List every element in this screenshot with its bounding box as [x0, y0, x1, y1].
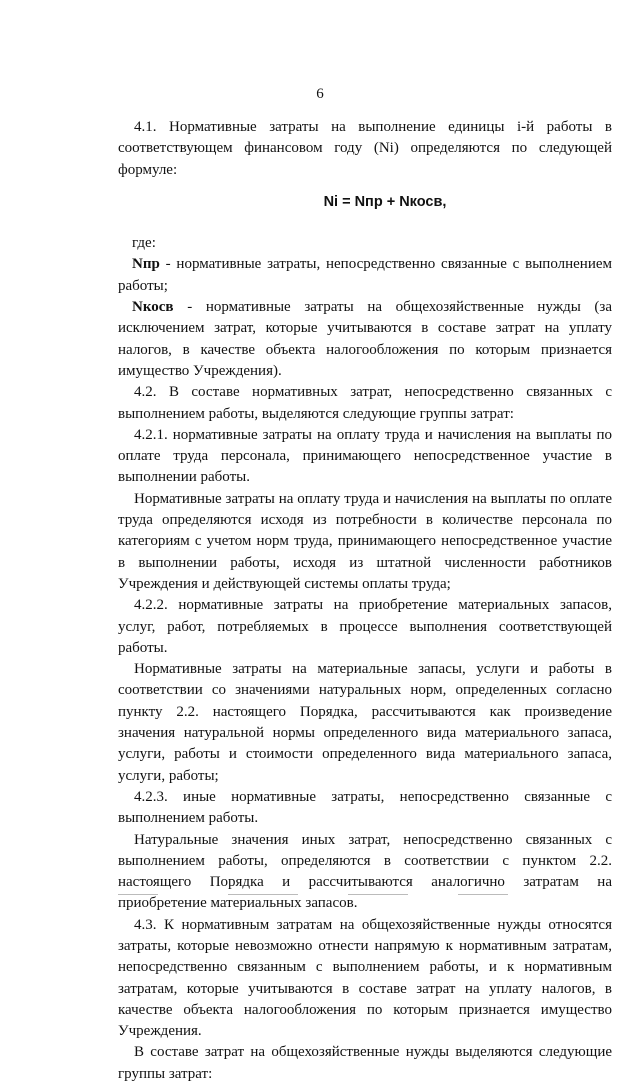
paragraph-4-1: 4.1. Нормативные затраты на выполнение единицы i-й работы в соответствующем финансовом году (Ni) определяются по следующей формуле:: [118, 119, 612, 178]
page-number: 6: [316, 86, 324, 102]
paragraph-4-3-detail: В составе затрат на общехозяйственные нужды выделяются следующие группы затрат:: [118, 1044, 612, 1082]
formula: Ni = Nпр + Nкосв,: [323, 193, 447, 210]
paragraph-4-3: 4.3. К нормативным затратам на общехозяйственные нужды относятся затраты, которые невозможно отнести напрямую к нормативным затратам, непосредственно связанным с выполнением работы, и к нормативным затратам, которые учитываются в составе затрат на уплату налогов, в качестве объекта налогообложения по которым признается имущество Учреждения.: [118, 916, 612, 1040]
document-body: [118, 117, 612, 1085]
paragraph-4-2-3-detail: Натуральные значения иных затрат, непосредственно связанных с выполнением работы, определяются в соответствии с пунктом 2.2. настоящего Порядка и рассчитываются аналогично затратам на приобретение материальных запасов.: [118, 831, 612, 912]
definition-nkosv-term: Nкосв: [132, 299, 174, 316]
paragraph-4-2-3: 4.2.3. иные нормативные затраты, непосредственно связанные с выполнением работы.: [118, 788, 612, 827]
definition-nkosv-text: - нормативные затраты на общехозяйственные нужды (за исключением затрат, которые учитываются в составе затрат на уплату налогов, в качестве объекта налогообложения по которым признается имущество Учреждения).: [118, 299, 612, 379]
definition-npr-term: Nпр: [132, 256, 160, 273]
definition-npr-text: - нормативные затраты, непосредственно связанные с выполнением работы;: [118, 256, 612, 294]
scan-artifact: [118, 893, 612, 897]
paragraph-4-2-2-detail: Нормативные затраты на материальные запасы, услуги и работы в соответствии со значениями натуральных норм, определенных согласно пункту 2.2. настоящего Порядка, рассчитываются как произведение значения натуральной нормы определенного вида материального запаса, услуги, работы и стоимости определенного вида материального запаса, услуги, работы;: [118, 661, 612, 784]
paragraph-4-2-2: 4.2.2. нормативные затраты на приобретение материальных запасов, услуг, работ, потребляемых в процессе выполнения соответствующей работы.: [118, 597, 612, 656]
paragraph-4-2-1: 4.2.1. нормативные затраты на оплату труда и начисления на выплаты по оплате труда персонала, принимающего непосредственное участие в выполнении работы.: [118, 426, 612, 486]
definition-nkosv: [118, 297, 612, 382]
definition-npr: [118, 254, 612, 297]
paragraph-4-2-1-detail: Нормативные затраты на оплату труда и начисления на выплаты по оплате труда определяются исходя из потребности в количестве персонала по категориям с учетом норм труда, принимающего непосредственное участие в выполнении работы, исходя из штатной численности работников Учреждения и действующей системы оплаты труда;: [118, 490, 612, 592]
where-label: где:: [132, 235, 156, 252]
paragraph-4-2: 4.2. В составе нормативных затрат, непосредственно связанных с выполнением работы, выделяются следующие группы затрат:: [118, 384, 612, 422]
